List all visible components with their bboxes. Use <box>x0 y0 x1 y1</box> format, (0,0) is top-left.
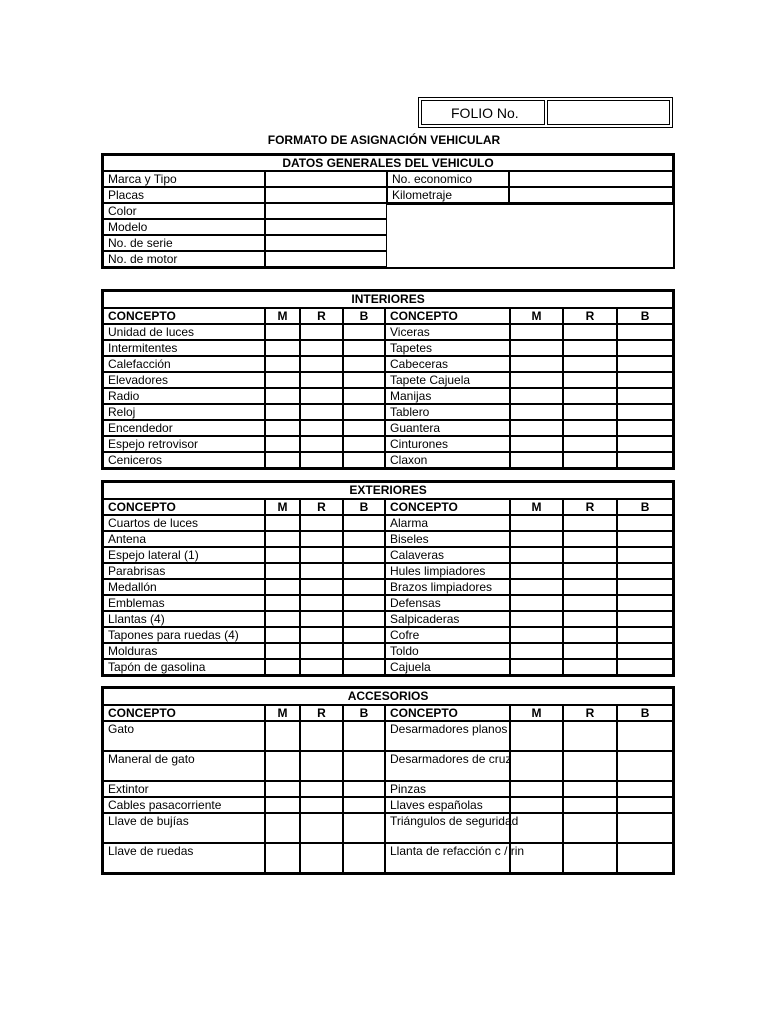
rating-cell-r[interactable] <box>563 372 617 388</box>
rating-cell-b[interactable] <box>617 595 673 611</box>
concepto-label: Calaveras <box>385 547 510 563</box>
rating-cell-b[interactable] <box>343 751 385 781</box>
table-row <box>103 340 673 356</box>
column-header-r: R <box>563 499 617 515</box>
rating-cell-r[interactable] <box>300 420 343 436</box>
concepto-label: Defensas <box>385 595 510 611</box>
column-header-b: B <box>617 705 673 721</box>
rating-cell-b[interactable] <box>343 595 385 611</box>
rating-cell-b[interactable] <box>617 372 673 388</box>
datos-label: Color <box>103 203 265 219</box>
blank-area <box>387 219 673 235</box>
concepto-label: Parabrisas <box>103 563 265 579</box>
rating-cell-r[interactable] <box>300 843 343 873</box>
rating-cell-m[interactable] <box>265 547 300 563</box>
rating-cell-r[interactable] <box>300 547 343 563</box>
rating-cell-b[interactable] <box>343 547 385 563</box>
concepto-label: Salpicaderas <box>385 611 510 627</box>
rating-cell-b[interactable] <box>617 579 673 595</box>
rating-cell-b[interactable] <box>617 420 673 436</box>
rating-cell-r[interactable] <box>563 813 617 843</box>
concepto-label: Espejo retrovisor <box>103 436 265 452</box>
rating-cell-b[interactable] <box>343 627 385 643</box>
concepto-label: Calefacción <box>103 356 265 372</box>
rating-cell-b[interactable] <box>617 843 673 873</box>
accesorios-header: ACCESORIOS <box>103 688 673 705</box>
table-row <box>103 436 673 452</box>
column-header-concepto: CONCEPTO <box>385 705 510 721</box>
rating-cell-r[interactable] <box>563 356 617 372</box>
datos-field[interactable] <box>265 171 387 187</box>
table-row <box>103 531 673 547</box>
rating-cell-b[interactable] <box>617 388 673 404</box>
datos-label: No. de motor <box>103 251 265 267</box>
rating-cell-m[interactable] <box>510 781 563 797</box>
concepto-label: Intermitentes <box>103 340 265 356</box>
concepto-label: Antena <box>103 531 265 547</box>
rating-cell-m[interactable] <box>265 751 300 781</box>
concepto-label: Cajuela <box>385 659 510 675</box>
table-row <box>103 751 673 781</box>
rating-cell-r[interactable] <box>300 627 343 643</box>
folio-field[interactable] <box>547 100 670 125</box>
rating-cell-b[interactable] <box>343 563 385 579</box>
rating-cell-m[interactable] <box>510 643 563 659</box>
rating-cell-r[interactable] <box>563 627 617 643</box>
interiores-table <box>101 289 675 470</box>
concepto-label: Cofre <box>385 627 510 643</box>
rating-cell-m[interactable] <box>265 579 300 595</box>
concepto-label: Maneral de gato <box>103 751 265 781</box>
rating-cell-b[interactable] <box>343 356 385 372</box>
column-header-b: B <box>617 308 673 324</box>
rating-cell-m[interactable] <box>510 721 563 751</box>
rating-cell-b[interactable] <box>343 797 385 813</box>
rating-cell-r[interactable] <box>563 595 617 611</box>
rating-cell-b[interactable] <box>343 340 385 356</box>
concepto-label: Brazos limpiadores <box>385 579 510 595</box>
rating-cell-m[interactable] <box>265 324 300 340</box>
concepto-label: Emblemas <box>103 595 265 611</box>
datos-label: No. de serie <box>103 235 265 251</box>
concepto-label: Manijas <box>385 388 510 404</box>
rating-cell-r[interactable] <box>300 404 343 420</box>
table-row <box>103 388 673 404</box>
exteriores-header: EXTERIORES <box>103 482 673 499</box>
rating-cell-m[interactable] <box>510 579 563 595</box>
rating-cell-m[interactable] <box>265 843 300 873</box>
rating-cell-b[interactable] <box>617 404 673 420</box>
concepto-label: Guantera <box>385 420 510 436</box>
datos-label: No. economico <box>387 171 509 187</box>
concepto-label: Desarmadores de cruz <box>385 751 510 781</box>
column-header-concepto: CONCEPTO <box>385 308 510 324</box>
table-row <box>103 420 673 436</box>
rating-cell-b[interactable] <box>343 611 385 627</box>
table-row <box>103 356 673 372</box>
rating-cell-b[interactable] <box>343 813 385 843</box>
rating-cell-m[interactable] <box>265 781 300 797</box>
table-row <box>103 515 673 531</box>
column-header-b: B <box>343 499 385 515</box>
rating-cell-r[interactable] <box>300 388 343 404</box>
exteriores-table <box>101 480 675 677</box>
rating-cell-m[interactable] <box>265 420 300 436</box>
rating-cell-m[interactable] <box>265 404 300 420</box>
rating-cell-b[interactable] <box>617 721 673 751</box>
rating-cell-m[interactable] <box>265 356 300 372</box>
table-row <box>103 627 673 643</box>
rating-cell-m[interactable] <box>265 388 300 404</box>
rating-cell-r[interactable] <box>300 595 343 611</box>
rating-cell-r[interactable] <box>563 547 617 563</box>
concepto-label: Cables pasacorriente <box>103 797 265 813</box>
rating-cell-r[interactable] <box>563 797 617 813</box>
datos-field[interactable] <box>265 203 387 219</box>
concepto-label: Llave de bujías <box>103 813 265 843</box>
datos-field[interactable] <box>265 235 387 251</box>
datos-field[interactable] <box>265 219 387 235</box>
column-header-b: B <box>343 308 385 324</box>
rating-cell-r[interactable] <box>563 751 617 781</box>
datos-field[interactable] <box>509 171 673 187</box>
concepto-label: Claxon <box>385 452 510 468</box>
table-row <box>103 563 673 579</box>
rating-cell-b[interactable] <box>343 388 385 404</box>
rating-cell-b[interactable] <box>617 452 673 468</box>
rating-cell-m[interactable] <box>510 324 563 340</box>
accesorios-table <box>101 686 675 875</box>
table-row <box>103 547 673 563</box>
rating-cell-r[interactable] <box>300 751 343 781</box>
rating-cell-m[interactable] <box>510 404 563 420</box>
folio-label: FOLIO No. <box>421 100 545 125</box>
rating-cell-b[interactable] <box>617 781 673 797</box>
rating-cell-b[interactable] <box>617 436 673 452</box>
rating-cell-r[interactable] <box>563 404 617 420</box>
rating-cell-m[interactable] <box>265 813 300 843</box>
rating-cell-r[interactable] <box>300 515 343 531</box>
rating-cell-m[interactable] <box>265 627 300 643</box>
rating-cell-b[interactable] <box>343 324 385 340</box>
rating-cell-r[interactable] <box>563 436 617 452</box>
concepto-label: Espejo lateral (1) <box>103 547 265 563</box>
concepto-label: Alarma <box>385 515 510 531</box>
rating-cell-r[interactable] <box>563 531 617 547</box>
rating-cell-m[interactable] <box>265 721 300 751</box>
concepto-label: Tapetes <box>385 340 510 356</box>
concepto-label: Tablero <box>385 404 510 420</box>
rating-cell-r[interactable] <box>300 643 343 659</box>
concepto-label: Tapete Cajuela <box>385 372 510 388</box>
rating-cell-r[interactable] <box>563 388 617 404</box>
rating-cell-b[interactable] <box>617 340 673 356</box>
table-row <box>103 781 673 797</box>
rating-cell-b[interactable] <box>617 324 673 340</box>
rating-cell-b[interactable] <box>617 643 673 659</box>
rating-cell-m[interactable] <box>265 340 300 356</box>
concepto-label: Extintor <box>103 781 265 797</box>
rating-cell-b[interactable] <box>343 531 385 547</box>
concepto-label: Cabeceras <box>385 356 510 372</box>
column-header-r: R <box>563 308 617 324</box>
column-header-concepto: CONCEPTO <box>385 499 510 515</box>
rating-cell-m[interactable] <box>510 388 563 404</box>
datos-field[interactable] <box>265 187 387 203</box>
concepto-label: Encendedor <box>103 420 265 436</box>
interiores-header: INTERIORES <box>103 291 673 308</box>
column-header-concepto: CONCEPTO <box>103 499 265 515</box>
rating-cell-m[interactable] <box>265 659 300 675</box>
concepto-label: Elevadores <box>103 372 265 388</box>
rating-cell-r[interactable] <box>563 843 617 873</box>
rating-cell-m[interactable] <box>510 372 563 388</box>
rating-cell-m[interactable] <box>510 356 563 372</box>
rating-cell-r[interactable] <box>563 659 617 675</box>
rating-cell-b[interactable] <box>617 813 673 843</box>
concepto-label: Unidad de luces <box>103 324 265 340</box>
rating-cell-b[interactable] <box>617 356 673 372</box>
rating-cell-r[interactable] <box>300 781 343 797</box>
concepto-label: Molduras <box>103 643 265 659</box>
table-row <box>103 843 673 873</box>
concepto-label: Toldo <box>385 643 510 659</box>
column-header-b: B <box>343 705 385 721</box>
rating-cell-m[interactable] <box>510 452 563 468</box>
concepto-label: Pinzas <box>385 781 510 797</box>
table-row <box>103 643 673 659</box>
rating-cell-r[interactable] <box>563 643 617 659</box>
rating-cell-b[interactable] <box>343 781 385 797</box>
page-title: FORMATO DE ASIGNACIÓN VEHICULAR <box>267 133 501 147</box>
table-row <box>103 595 673 611</box>
rating-cell-m[interactable] <box>510 547 563 563</box>
datos-label: Marca y Tipo <box>103 171 265 187</box>
concepto-label: Desarmadores planos <box>385 721 510 751</box>
concepto-label: Cuartos de luces <box>103 515 265 531</box>
rating-cell-b[interactable] <box>617 515 673 531</box>
concepto-label: Llantas (4) <box>103 611 265 627</box>
rating-cell-b[interactable] <box>343 436 385 452</box>
concepto-label: Llaves españolas <box>385 797 510 813</box>
column-header-concepto: CONCEPTO <box>103 308 265 324</box>
rating-cell-m[interactable] <box>510 751 563 781</box>
rating-cell-r[interactable] <box>563 324 617 340</box>
rating-cell-b[interactable] <box>343 721 385 751</box>
concepto-label: Gato <box>103 721 265 751</box>
concepto-label: Triángulos de seguridad <box>385 813 510 843</box>
rating-cell-r[interactable] <box>300 324 343 340</box>
rating-cell-r[interactable] <box>563 781 617 797</box>
concepto-label: Reloj <box>103 404 265 420</box>
table-row <box>103 659 673 675</box>
rating-cell-r[interactable] <box>300 659 343 675</box>
table-row <box>103 372 673 388</box>
rating-cell-r[interactable] <box>300 797 343 813</box>
rating-cell-b[interactable] <box>617 659 673 675</box>
datos-label: Modelo <box>103 219 265 235</box>
rating-cell-m[interactable] <box>510 420 563 436</box>
rating-cell-m[interactable] <box>510 563 563 579</box>
rating-cell-r[interactable] <box>300 611 343 627</box>
rating-cell-r[interactable] <box>563 563 617 579</box>
column-header-m: M <box>265 705 300 721</box>
rating-cell-m[interactable] <box>265 563 300 579</box>
datos-generales-table <box>101 153 675 269</box>
rating-cell-b[interactable] <box>617 627 673 643</box>
rating-cell-r[interactable] <box>563 515 617 531</box>
rating-cell-m[interactable] <box>265 531 300 547</box>
rating-cell-b[interactable] <box>343 843 385 873</box>
concepto-label: Biseles <box>385 531 510 547</box>
column-header-m: M <box>510 308 563 324</box>
rating-cell-b[interactable] <box>343 452 385 468</box>
rating-cell-r[interactable] <box>563 721 617 751</box>
concepto-label: Tapones para ruedas (4) <box>103 627 265 643</box>
rating-cell-b[interactable] <box>343 579 385 595</box>
rating-cell-m[interactable] <box>265 372 300 388</box>
rating-cell-m[interactable] <box>265 797 300 813</box>
datos-header: DATOS GENERALES DEL VEHICULO <box>103 155 673 171</box>
rating-cell-m[interactable] <box>265 452 300 468</box>
rating-cell-r[interactable] <box>300 372 343 388</box>
rating-cell-m[interactable] <box>265 436 300 452</box>
rating-cell-r[interactable] <box>563 611 617 627</box>
rating-cell-r[interactable] <box>300 563 343 579</box>
column-header-r: R <box>300 705 343 721</box>
rating-cell-m[interactable] <box>510 611 563 627</box>
rating-cell-m[interactable] <box>265 515 300 531</box>
concepto-label: Llave de ruedas <box>103 843 265 873</box>
rating-cell-r[interactable] <box>300 579 343 595</box>
concepto-label: Tapón de gasolina <box>103 659 265 675</box>
column-header-m: M <box>510 499 563 515</box>
rating-cell-b[interactable] <box>617 547 673 563</box>
rating-cell-b[interactable] <box>617 531 673 547</box>
rating-cell-m[interactable] <box>510 595 563 611</box>
rating-cell-m[interactable] <box>265 595 300 611</box>
datos-label: Kilometraje <box>387 187 509 203</box>
column-header-m: M <box>265 499 300 515</box>
rating-cell-m[interactable] <box>510 797 563 813</box>
rating-cell-b[interactable] <box>343 643 385 659</box>
rating-cell-r[interactable] <box>300 531 343 547</box>
rating-cell-b[interactable] <box>617 751 673 781</box>
rating-cell-b[interactable] <box>617 563 673 579</box>
concepto-label: Cinturones <box>385 436 510 452</box>
concepto-label: Hules limpiadores <box>385 563 510 579</box>
rating-cell-m[interactable] <box>510 627 563 643</box>
column-header-m: M <box>510 705 563 721</box>
rating-cell-m[interactable] <box>510 659 563 675</box>
column-header-b: B <box>617 499 673 515</box>
column-header-r: R <box>300 308 343 324</box>
rating-cell-b[interactable] <box>343 420 385 436</box>
rating-cell-r[interactable] <box>563 452 617 468</box>
table-row <box>103 797 673 813</box>
rating-cell-r[interactable] <box>563 579 617 595</box>
rating-cell-r[interactable] <box>300 340 343 356</box>
rating-cell-r[interactable] <box>300 721 343 751</box>
rating-cell-m[interactable] <box>510 436 563 452</box>
column-header-m: M <box>265 308 300 324</box>
rating-cell-b[interactable] <box>617 611 673 627</box>
blank-area <box>387 235 673 251</box>
table-row <box>103 404 673 420</box>
column-header-r: R <box>300 499 343 515</box>
blank-area <box>387 203 673 219</box>
rating-cell-r[interactable] <box>563 420 617 436</box>
table-row <box>103 579 673 595</box>
blank-area <box>387 251 673 267</box>
table-row <box>103 324 673 340</box>
concepto-label: Viceras <box>385 324 510 340</box>
concepto-label: Medallón <box>103 579 265 595</box>
rating-cell-m[interactable] <box>510 340 563 356</box>
concepto-label: Ceniceros <box>103 452 265 468</box>
rating-cell-m[interactable] <box>265 611 300 627</box>
table-row <box>103 721 673 751</box>
rating-cell-r[interactable] <box>300 813 343 843</box>
table-row <box>103 611 673 627</box>
rating-cell-m[interactable] <box>510 531 563 547</box>
column-header-concepto: CONCEPTO <box>103 705 265 721</box>
rating-cell-b[interactable] <box>343 372 385 388</box>
rating-cell-b[interactable] <box>617 797 673 813</box>
rating-cell-b[interactable] <box>343 515 385 531</box>
rating-cell-m[interactable] <box>265 643 300 659</box>
rating-cell-r[interactable] <box>300 436 343 452</box>
concepto-label: Llanta de refacción c / rin <box>385 843 510 873</box>
rating-cell-b[interactable] <box>343 404 385 420</box>
rating-cell-r[interactable] <box>300 452 343 468</box>
rating-cell-b[interactable] <box>343 659 385 675</box>
table-row <box>103 452 673 468</box>
folio-box <box>418 97 673 128</box>
rating-cell-m[interactable] <box>510 515 563 531</box>
rating-cell-r[interactable] <box>300 356 343 372</box>
concepto-label: Radio <box>103 388 265 404</box>
column-header-r: R <box>563 705 617 721</box>
datos-field[interactable] <box>509 187 673 203</box>
datos-field[interactable] <box>265 251 387 267</box>
table-row <box>103 813 673 843</box>
rating-cell-r[interactable] <box>563 340 617 356</box>
datos-label: Placas <box>103 187 265 203</box>
